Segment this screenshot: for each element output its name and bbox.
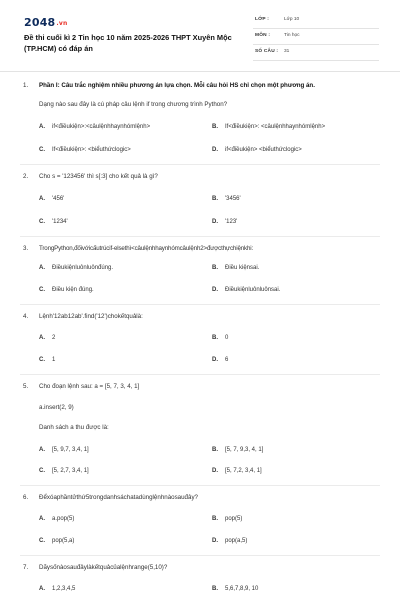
question-prompt: Danh sách a thu được là: <box>39 424 109 431</box>
question-number: 2. <box>23 173 29 180</box>
answer-option-b[interactable]: B. Điều kiệnsai. <box>212 265 260 271</box>
answer-option-a[interactable]: A. [5, 9,7, 3,4, 1] <box>39 447 89 453</box>
answer-option-a[interactable]: A. '456' <box>39 196 65 202</box>
question-divider <box>20 304 380 305</box>
answer-option-a[interactable]: A. 1,2,3,4,5 <box>39 586 76 592</box>
meta-key-question-count: SỐ CÂU : <box>255 49 279 54</box>
answer-option-d[interactable]: D. [5, 7,2, 3,4, 1] <box>212 468 262 474</box>
site-logo[interactable] <box>24 16 67 29</box>
question-text: Cho s = '123456' thì s[:3] cho kết quả là gì? <box>39 173 158 180</box>
answer-option-a[interactable]: A. a.pop(5) <box>39 516 75 522</box>
exam-header <box>0 0 400 72</box>
answer-option-b[interactable]: B. '3456' <box>212 196 241 202</box>
meta-key-subject: MÔN : <box>255 33 271 38</box>
answer-option-b[interactable]: B. 0 <box>212 335 229 341</box>
exam-title: Đề thi cuối kì 2 Tin học 10 năm 2025-2026 THPT Xuyên Mộc (TP.HCM) có đáp án <box>24 33 232 53</box>
answer-option-b[interactable]: B. 5,6,7,8,9, 10 <box>212 586 259 592</box>
exam-meta <box>253 13 379 61</box>
part-heading: Phần I: Câu trắc nghiệm nhiều phương án lựa chọn. Mỗi câu hỏi HS chỉ chọn một phương án. <box>39 82 315 89</box>
answer-option-d[interactable]: D. Điềukiệnluônluônsai. <box>212 287 281 293</box>
answer-option-a[interactable]: A. Điềukiệnluônluônđúng. <box>39 265 114 271</box>
question-number: 5. <box>23 383 29 390</box>
question-code-line: a.insert(2, 9) <box>39 404 74 411</box>
answer-option-d[interactable]: D. 6 <box>212 357 229 363</box>
question-number: 7. <box>23 564 29 571</box>
meta-row-class <box>253 13 379 29</box>
answer-option-d[interactable]: D. '123' <box>212 219 238 225</box>
question-number: 4. <box>23 313 29 320</box>
question-text: Đểxóaphầntửthứ5trongdanhsáchatadùnglệnhnàosauđây? <box>39 494 198 501</box>
question-text: Dạng nào sau đây là cú pháp câu lệnh if trong chương trình Python? <box>39 101 228 108</box>
question-divider <box>20 236 380 237</box>
logo-main: 2048 <box>24 16 56 29</box>
answer-option-b[interactable]: B. [5, 7, 9,3, 4, 1] <box>212 447 264 453</box>
question-text: Lệnh'12ab12ab'.find('12')chokếtquảlà: <box>39 313 143 320</box>
meta-value-question-count: 31 <box>284 49 290 54</box>
meta-row-subject <box>253 29 379 45</box>
question-text: TrongPython,đốivớicấutrúcif-elsethì<câulệnhhaynhómcâulệnh2>đượcthựchiệnkhi: <box>39 245 254 252</box>
answer-option-d[interactable]: D. if<điềukiện> <biểuthứclogic> <box>212 147 302 153</box>
answer-option-c[interactable]: C. Điều kiện đúng. <box>39 287 94 293</box>
question-text: Dãysốnàosauđâylàkếtquảcủalệnhrange(5,10)? <box>39 564 168 571</box>
answer-option-a[interactable]: A. 2 <box>39 335 56 341</box>
question-divider <box>20 374 380 375</box>
question-number: 6. <box>23 494 29 501</box>
question-text: Cho đoạn lệnh sau: a = [5, 7, 3, 4, 1] <box>39 383 140 390</box>
answer-option-c[interactable]: C. 1 <box>39 357 56 363</box>
answer-option-c[interactable]: C. pop(5,a) <box>39 538 75 544</box>
answer-option-c[interactable]: C. '1234' <box>39 219 68 225</box>
question-number: 3. <box>23 245 29 252</box>
meta-row-question-count <box>253 45 379 61</box>
meta-value-subject: Tin học <box>284 33 300 38</box>
question-divider <box>20 164 380 165</box>
answer-option-c[interactable]: C. [5, 2,7, 3,4, 1] <box>39 468 89 474</box>
logo-suffix: .vn <box>56 20 68 27</box>
meta-value-class: Lớp 10 <box>284 17 300 22</box>
question-divider <box>20 555 380 556</box>
answer-option-a[interactable]: A. if<điềukiện>:<câulệnhhaynhómlệnh> <box>39 124 151 130</box>
question-number: 1. <box>23 82 29 89</box>
answer-option-b[interactable]: B. If<điềukiện>: <câulệnhhaynhómlệnh> <box>212 124 326 130</box>
meta-key-class: LỚP : <box>255 17 270 22</box>
answer-option-b[interactable]: B. pop(5) <box>212 516 243 522</box>
question-divider <box>20 485 380 486</box>
answer-option-d[interactable]: D. pop(a,5) <box>212 538 248 544</box>
answer-option-c[interactable]: C. If<điềukiện>: <biểuthứclogic> <box>39 147 131 153</box>
